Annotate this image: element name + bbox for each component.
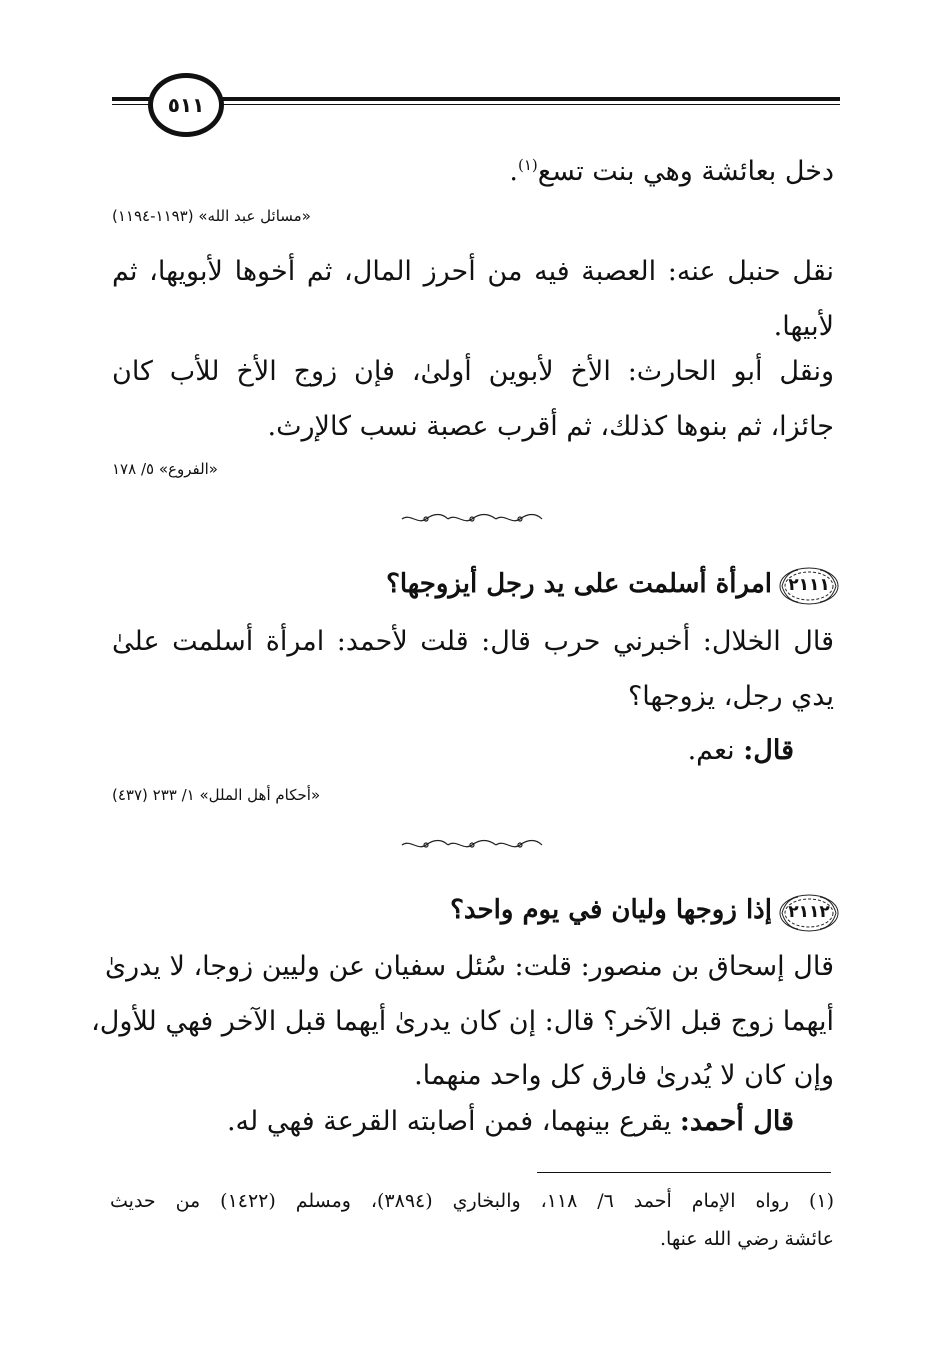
footnote bbox=[110, 1192, 834, 1262]
text-segment: دخل بعائشة وهي بنت تسع bbox=[537, 156, 834, 187]
section-title: امرأة أسلمت على يد رجل أيزوجها؟ bbox=[386, 569, 772, 599]
text-line: نقل حنبل عنه: العصبة فيه من أحرز المال، ثم أخوها لأبويها، ثم bbox=[112, 256, 834, 287]
page-number-badge bbox=[148, 73, 224, 137]
text-line: أيهما زوج قبل الآخر؟ قال: إن كان يدرىٰ أيهما قبل الآخر فهي للأول، bbox=[91, 1006, 834, 1037]
text-line: جائزا، ثم بنوها كذلك، ثم أقرب عصبة نسب كالإرث. bbox=[267, 411, 834, 442]
source-citation: «مسائل عبد الله» (١١٩٣-١١٩٤) bbox=[112, 207, 311, 225]
entry-number-text: ٢١١٢ bbox=[788, 902, 830, 922]
footnote-ref: (١) bbox=[517, 156, 538, 174]
text-segment: . bbox=[509, 156, 518, 187]
footnote-line: (١) رواه الإمام أحمد ٦/ ١١٨، والبخاري (٣٨٩٤)، ومسلم (١٤٢٢) من حديث bbox=[110, 1190, 835, 1212]
text-line: قال إسحاق بن منصور: قلت: سُئل سفيان عن وليين زوجا، لا يدرىٰ bbox=[105, 951, 834, 982]
text-line bbox=[688, 737, 794, 764]
text-line: ونقل أبو الحارث: الأخ لأبوين أولىٰ، فإن زوج الأخ للأب كان bbox=[112, 356, 834, 387]
entry-number bbox=[778, 566, 840, 606]
text-line: قال الخلال: أخبرني حرب قال: قلت لأحمد: امرأة أسلمت علىٰ bbox=[112, 626, 834, 657]
source-citation: «الفروع» ٥/ ١٧٨ bbox=[112, 460, 218, 478]
footnote-line: عائشة رضي الله عنها. bbox=[659, 1228, 834, 1250]
ornamental-divider bbox=[398, 512, 546, 526]
source-citation: «أحكام أهل الملل» ١/ ٢٣٣ (٤٣٧) bbox=[112, 786, 321, 804]
section-title: إذا زوجها وليان في يوم واحد؟ bbox=[450, 895, 772, 925]
ornamental-divider bbox=[398, 838, 546, 852]
text-line bbox=[227, 1108, 794, 1135]
text-line bbox=[509, 158, 834, 185]
footnote-rule bbox=[537, 1172, 831, 1173]
entry-number bbox=[778, 893, 840, 933]
text-segment: يقرع بينهما، فمن أصابته القرعة فهي له. bbox=[226, 1106, 680, 1137]
entry-number-text: ٢١١١ bbox=[788, 575, 830, 595]
text-line: وإن كان لا يُدرىٰ فارق كل واحد منهما. bbox=[414, 1060, 834, 1091]
speaker-label: قال: bbox=[743, 735, 794, 766]
speaker-label: قال أحمد: bbox=[679, 1106, 794, 1137]
text-line: لأبيها. bbox=[773, 311, 834, 342]
page-number: ٥١١ bbox=[167, 93, 205, 117]
text-segment: نعم. bbox=[687, 735, 744, 766]
text-line: يدي رجل، يزوجها؟ bbox=[627, 681, 834, 712]
